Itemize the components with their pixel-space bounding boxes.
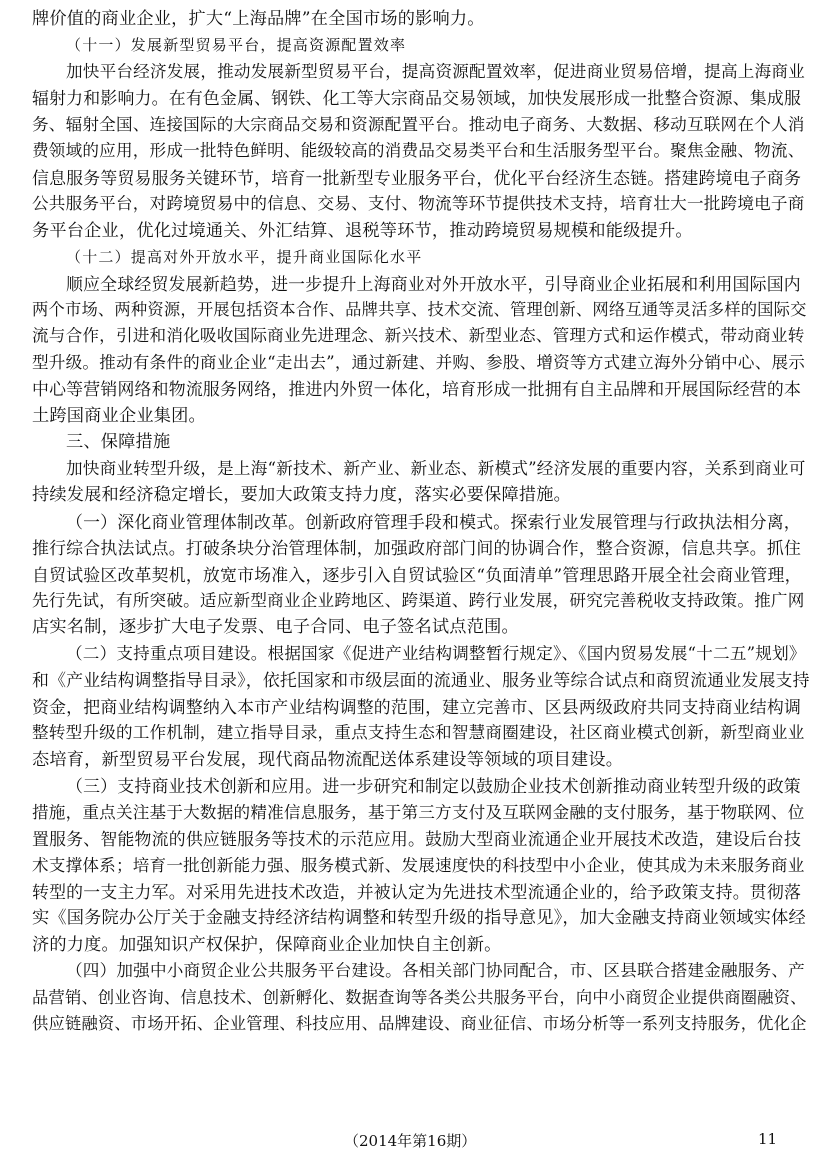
text-line: 供应链融资、市场开拓、企业管理、科技应用、品牌建设、商业征信、市场分析等一系列支持服务，优化企 xyxy=(32,1014,807,1034)
text-line: 务、辐射全国、连接国际的大宗商品交易和资源配置平台。推动电子商务、大数据、移动互联网在个人消 xyxy=(32,114,805,134)
text-line: 型升级。推动有条件的商业企业“走出去”，通过新建、并购、参股、增资等方式建立海外分销中心、展示 xyxy=(32,352,806,372)
text-line: 流与合作，引进和消化吸收国际商业先进理念、新兴技术、新型业态、管理方式和运作模式，带动商业转 xyxy=(32,326,805,346)
text-line: 济的力度。加强知识产权保护，保障商业企业加快自主创新。 xyxy=(32,934,502,955)
text-line: 推行综合执法试点。打破条块分治管理体制，加强政府部门间的协调合作，整合资源，信息共享。抓住 xyxy=(32,538,802,559)
text-line: 信息服务等贸易服务关键环节，培育一批新型专业服务平台，优化平台经济生态链。搭建跨境电子商务 xyxy=(32,167,802,188)
text-line: 辐射力和影响力。在有色金属、钢铁、化工等大宗商品交易领域，加快发展形成一批整合资源、集成服 xyxy=(32,88,802,109)
text-line: 土跨国商业企业集团。 xyxy=(32,405,206,426)
text-line: 公共服务平台，对跨境贸易中的信息、交易、支付、物流等环节提供技术支持，培育壮大一批跨境电子商 xyxy=(32,194,805,214)
text-line: 整转型升级的工作机制，建立指导目录，重点支持生态和智慧商圈建设，社区商业模式创新，新型商业业 xyxy=(32,723,805,743)
text-line: 加快平台经济发展，推动发展新型贸易平台，提高资源配置效率，促进商业贸易倍增，提高上海商业 xyxy=(66,61,805,81)
section-heading: （十一）发展新型贸易平台，提高资源配置效率 xyxy=(66,36,407,55)
text-line: 资金，把商业结构调整纳入本市产业结构调整的范围，建立完善市、区县两级政府共同支持商业结构调 xyxy=(32,696,802,717)
text-line: （四）加强中小商贸企业公共服务平台建设。各相关部门协同配合，市、区县联合搭建金融服务、产 xyxy=(66,961,805,981)
text-line: 先行先试，有所突破。适应新型商业企业跨地区、跨渠道、跨行业发展，研究完善税收支持政策。推广网 xyxy=(32,590,805,610)
text-line: 三、保障措施 xyxy=(66,432,171,453)
text-line: 中心等营销网络和物流服务网络，推进内外贸一体化，培育形成一批拥有自主品牌和开展国际经营的本 xyxy=(32,379,802,400)
document-body xyxy=(32,6,810,1038)
text-line: （一）深化商业管理体制改革。创新政府管理手段和模式。探索行业发展管理与行政执法相分离， xyxy=(66,511,801,532)
text-line: 转型的一支主力军。对采用先进技术改造，并被认定为先进技术型流通企业的，给予政策支持。贯彻落 xyxy=(32,881,802,902)
issue-label: （2014年第16期） xyxy=(344,1132,477,1150)
text-line: 和《产业结构调整指导目录》，依托国家和市级层面的流通业、服务业等综合试点和商贸流通业发展支持 xyxy=(32,670,810,691)
text-line: 务平台企业，优化过境通关、外汇结算、退税等环节，推动跨境贸易规模和能级提升。 xyxy=(32,220,693,241)
text-line: 品营销、创业咨询、信息技术、创新孵化、数据查询等各类公共服务平台，向中小商贸企业提供商圈融资、 xyxy=(32,987,807,1007)
text-line: 持续发展和经济稳定增长，要加大政策支持力度，落实必要保障措施。 xyxy=(32,485,572,506)
text-line: 店实名制，逐步扩大电子发票、电子合同、电子签名试点范围。 xyxy=(32,617,519,638)
section-heading: （十二）提高对外开放水平，提升商业国际化水平 xyxy=(66,248,423,267)
text-line: 顺应全球经贸发展新趋势，进一步提升上海商业对外开放水平，引导商业企业拓展和利用国际国内 xyxy=(66,273,801,294)
text-line: 置服务、智能物流的供应链服务等技术的示范应用。鼓励大型商业流通企业开展技术改造，建设后台技 xyxy=(32,829,802,850)
text-line: 措施，重点关注基于大数据的精准信息服务，基于第三方支付及互联网金融的支付服务，基于物联网、位 xyxy=(32,802,805,822)
text-line: （三）支持商业技术创新和应用。进一步研究和制定以鼓励企业技术创新推动商业转型升级的政策 xyxy=(66,776,801,797)
text-line: 牌价值的商业企业，扩大“上海品牌”在全国市场的影响力。 xyxy=(32,9,485,29)
page-number: 11 xyxy=(758,1130,778,1148)
text-line: 费领域的应用，形成一批特色鲜明、能级较高的消费品交易类平台和生活服务型平台。聚焦金融、物流、 xyxy=(32,141,805,161)
text-line: （二）支持重点项目建设。根据国家《促进产业结构调整暂行规定》、《国内贸易发展“十二五”规划》 xyxy=(66,643,806,663)
text-line: 加快商业转型升级，是上海“新技术、新产业、新业态、新模式”经济发展的重要内容，关系到商业可 xyxy=(66,458,806,478)
text-line: 自贸试验区改革契机，放宽市场准入，逐步引入自贸试验区“负面清单”管理思路开展全社会商业管理， xyxy=(32,564,802,585)
text-line: 态培育，新型贸易平台发展，现代商品物流配送体系建设等领域的项目建设。 xyxy=(32,749,624,770)
text-line: 两个市场、两种资源，开展包括资本合作、品牌共享、技术交流、管理创新、网络互通等灵活多样的国际交 xyxy=(32,299,807,319)
text-line: 实《国务院办公厅关于金融支持经济结构调整和转型升级的指导意见》，加大金融支持商业领域实体经 xyxy=(32,908,806,929)
text-line: 术支撑体系；培育一批创新能力强、服务模式新、发展速度快的科技型中小企业，使其成为未来服务商业 xyxy=(32,855,805,875)
